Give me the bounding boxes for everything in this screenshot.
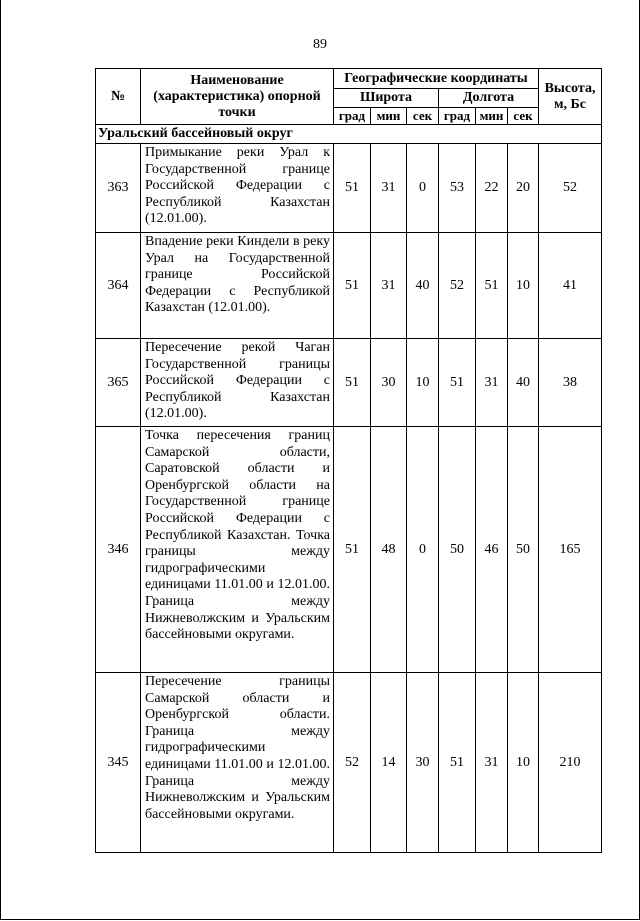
- row-lat-sec: 40: [407, 233, 439, 339]
- row-lon-deg: 51: [439, 673, 476, 853]
- row-lon-deg: 50: [439, 427, 476, 673]
- row-name: Впадение реки Киндели в реку Урал на Государственной границе Российской Федерации с Республикой Казахстан (12.01.00).: [141, 233, 334, 339]
- header-lon-deg: град: [439, 108, 476, 125]
- table-row: [96, 673, 602, 853]
- row-lon-min: 51: [476, 233, 508, 339]
- row-lon-sec: 10: [508, 233, 539, 339]
- row-lon-min: 46: [476, 427, 508, 673]
- header-num: №: [96, 69, 141, 125]
- row-lat-deg: 51: [334, 339, 371, 427]
- row-lon-sec: 20: [508, 144, 539, 233]
- row-lat-deg: 51: [334, 427, 371, 673]
- row-lat-deg: 51: [334, 233, 371, 339]
- header-geo: Географические координаты: [334, 69, 539, 89]
- row-lat-sec: 0: [407, 144, 439, 233]
- table-row: [96, 233, 602, 339]
- table-row: [96, 427, 602, 673]
- row-height: 210: [539, 673, 602, 853]
- row-lon-sec: 10: [508, 673, 539, 853]
- row-lon-min: 22: [476, 144, 508, 233]
- header-lat-deg: град: [334, 108, 371, 125]
- section-row: [96, 125, 602, 144]
- row-height: 38: [539, 339, 602, 427]
- header-lon: Долгота: [439, 89, 539, 108]
- row-num: 364: [96, 233, 141, 339]
- row-name: Примыкание реки Урал к Государственной границе Российской Федерации с Республикой Казахстан (12.01.00).: [141, 144, 334, 233]
- header-lat-sec: сек: [407, 108, 439, 125]
- row-lat-min: 30: [371, 339, 407, 427]
- section-title: Уральский бассейновый округ: [96, 125, 602, 144]
- header-lon-sec: сек: [508, 108, 539, 125]
- header-lat-min: мин: [371, 108, 407, 125]
- row-lon-deg: 53: [439, 144, 476, 233]
- table-header: [96, 69, 602, 125]
- row-num: 346: [96, 427, 141, 673]
- row-lat-deg: 52: [334, 673, 371, 853]
- row-height: 41: [539, 233, 602, 339]
- row-lat-sec: 0: [407, 427, 439, 673]
- row-lon-deg: 52: [439, 233, 476, 339]
- row-lat-min: 14: [371, 673, 407, 853]
- table-row: [96, 144, 602, 233]
- row-lon-min: 31: [476, 339, 508, 427]
- row-name: Точка пересечения границ Самарской области, Саратовской области и Оренбургской области на Государственной границе Российской Федерации с Республикой Казахстан. Точка границы между гидрографическими единицами 11.01.00 и 12.01.00. Граница между Нижневолжским и Уральским бассейновыми округами.: [141, 427, 334, 673]
- row-num: 363: [96, 144, 141, 233]
- row-height: 52: [539, 144, 602, 233]
- row-lat-min: 31: [371, 233, 407, 339]
- row-lat-sec: 10: [407, 339, 439, 427]
- header-height: Высота, м, Бс: [539, 69, 602, 125]
- row-height: 165: [539, 427, 602, 673]
- row-num: 345: [96, 673, 141, 853]
- row-lat-sec: 30: [407, 673, 439, 853]
- header-lon-min: мин: [476, 108, 508, 125]
- header-name: Наименование (характеристика) опорной точки: [141, 69, 334, 125]
- table-body: [96, 125, 602, 853]
- row-num: 365: [96, 339, 141, 427]
- header-lat: Широта: [334, 89, 439, 108]
- row-lat-min: 48: [371, 427, 407, 673]
- row-lon-sec: 50: [508, 427, 539, 673]
- coordinates-table: [95, 68, 602, 853]
- table-row: [96, 339, 602, 427]
- row-lat-min: 31: [371, 144, 407, 233]
- row-lon-min: 31: [476, 673, 508, 853]
- row-name: Пересечение рекой Чаган Государственной границы Российской Федерации с Республикой Казахстан (12.01.00).: [141, 339, 334, 427]
- page-number: 89: [313, 37, 327, 52]
- row-lon-deg: 51: [439, 339, 476, 427]
- row-lon-sec: 40: [508, 339, 539, 427]
- row-lat-deg: 51: [334, 144, 371, 233]
- row-name: Пересечение границы Самарской области и Оренбургской области. Граница между гидрографическими единицами 11.01.00 и 12.01.00. Граница между Нижневолжским и Уральским бассейновыми округами.: [141, 673, 334, 853]
